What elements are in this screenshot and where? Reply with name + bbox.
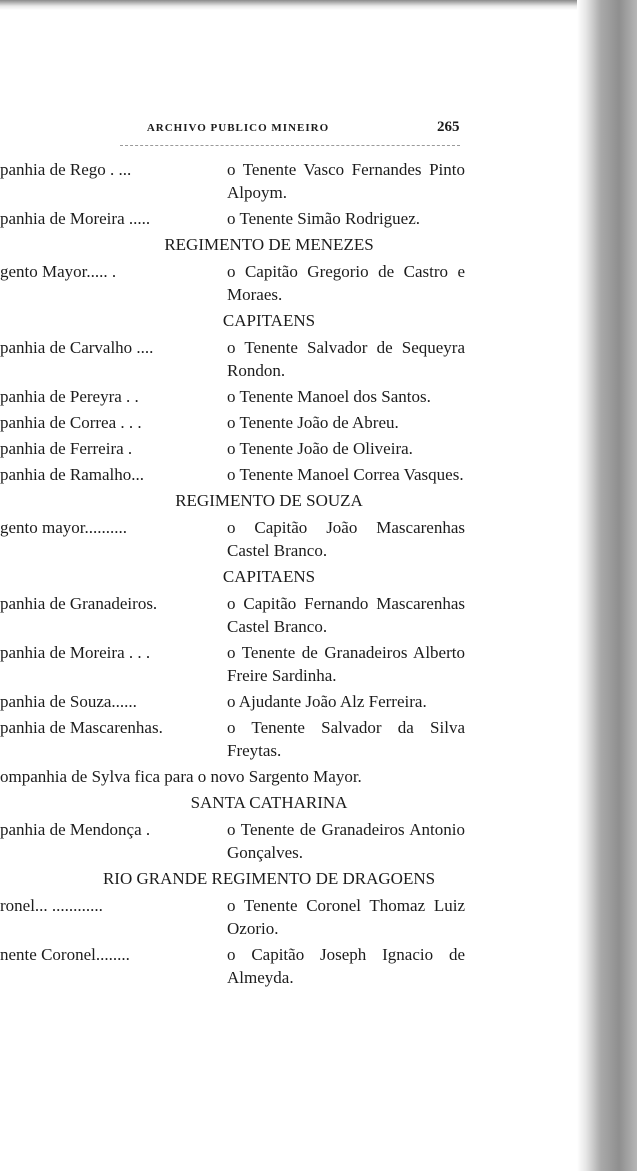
document-body bbox=[0, 158, 478, 992]
entry-row bbox=[0, 385, 478, 408]
officer-assignment: o Capitão João Mascarenhas Castel Branco. bbox=[227, 518, 465, 560]
officer-assignment: o Tenente Manoel dos Santos. bbox=[227, 387, 431, 406]
entry-row bbox=[0, 437, 478, 460]
section-heading: RIO GRANDE REGIMENTO DE DRAGOENS bbox=[102, 869, 436, 888]
entry-row bbox=[0, 641, 478, 687]
entry-row bbox=[0, 463, 478, 486]
company-label: gento Mayor..... . bbox=[0, 262, 117, 281]
section-heading: REGIMENTO DE MENEZES bbox=[164, 235, 374, 254]
entry-row bbox=[0, 207, 478, 230]
book-gutter-shadow bbox=[577, 0, 637, 1171]
note-line: ompanhia de Sylva fica para o novo Sargento Mayor. bbox=[0, 767, 362, 786]
page-top-edge-shadow bbox=[0, 0, 637, 10]
company-label: panhia de Souza...... bbox=[0, 692, 137, 711]
entry-row bbox=[0, 894, 478, 940]
company-label: panhia de Rego . ... bbox=[0, 160, 132, 179]
section-heading: SANTA CATHARINA bbox=[190, 793, 348, 812]
company-label: nente Coronel........ bbox=[0, 945, 130, 964]
company-label: gento mayor.......... bbox=[0, 518, 128, 537]
officer-assignment: o Capitão Fernando Mascarenhas Castel Branco. bbox=[227, 594, 465, 636]
entry-row bbox=[0, 260, 478, 306]
company-label: panhia de Pereyra . . bbox=[0, 387, 139, 406]
company-label: panhia de Mascarenhas. bbox=[0, 718, 163, 737]
page-number: 265 bbox=[437, 119, 460, 135]
entry-row bbox=[0, 690, 478, 713]
officer-assignment: o Tenente de Granadeiros Alberto Freire Sardinha. bbox=[227, 643, 465, 685]
officer-assignment: o Tenente João de Abreu. bbox=[227, 413, 399, 432]
entry-row bbox=[0, 943, 478, 989]
section-heading: CAPITAENS bbox=[222, 567, 316, 586]
entry-row bbox=[0, 336, 478, 382]
entry-row bbox=[0, 818, 478, 864]
company-label: ronel... ............ bbox=[0, 896, 103, 915]
company-label: panhia de Moreira . . . bbox=[0, 643, 151, 662]
officer-assignment: o Tenente João de Oliveira. bbox=[227, 439, 413, 458]
company-label: panhia de Carvalho .... bbox=[0, 338, 154, 357]
section-heading: CAPITAENS bbox=[222, 311, 316, 330]
officer-assignment: o Tenente de Granadeiros Antonio Gonçalves. bbox=[227, 820, 465, 862]
officer-assignment: o Tenente Simão Rodriguez. bbox=[227, 209, 421, 228]
company-label: panhia de Moreira ..... bbox=[0, 209, 151, 228]
company-label: panhia de Correa . . . bbox=[0, 413, 142, 432]
officer-assignment: o Capitão Gregorio de Castro e Moraes. bbox=[227, 262, 465, 304]
officer-assignment: o Tenente Salvador de Sequeyra Rondon. bbox=[227, 338, 465, 380]
officer-assignment: o Tenente Salvador da Silva Freytas. bbox=[227, 718, 465, 760]
company-label: panhia de Ramalho... bbox=[0, 465, 144, 484]
entry-row bbox=[0, 158, 478, 204]
running-header: ARCHIVO PUBLICO MINEIRO bbox=[146, 122, 330, 134]
entry-row bbox=[0, 592, 478, 638]
officer-assignment: o Tenente Vasco Fernandes Pinto Alpoym. bbox=[227, 160, 465, 202]
officer-assignment: o Tenente Coronel Thomaz Luiz Ozorio. bbox=[227, 896, 465, 938]
entry-row bbox=[0, 411, 478, 434]
officer-assignment: o Capitão Joseph Ignacio de Almeyda. bbox=[227, 945, 465, 987]
entry-row bbox=[0, 716, 478, 762]
officer-assignment: o Ajudante João Alz Ferreira. bbox=[227, 692, 427, 711]
section-heading: REGIMENTO DE SOUZA bbox=[175, 491, 363, 510]
header-rule bbox=[120, 145, 460, 146]
company-label: panhia de Mendonça . bbox=[0, 820, 151, 839]
company-label: panhia de Ferreira . bbox=[0, 439, 133, 458]
entry-row bbox=[0, 516, 478, 562]
officer-assignment: o Tenente Manoel Correa Vasques. bbox=[227, 465, 464, 484]
company-label: panhia de Granadeiros. bbox=[0, 594, 158, 613]
